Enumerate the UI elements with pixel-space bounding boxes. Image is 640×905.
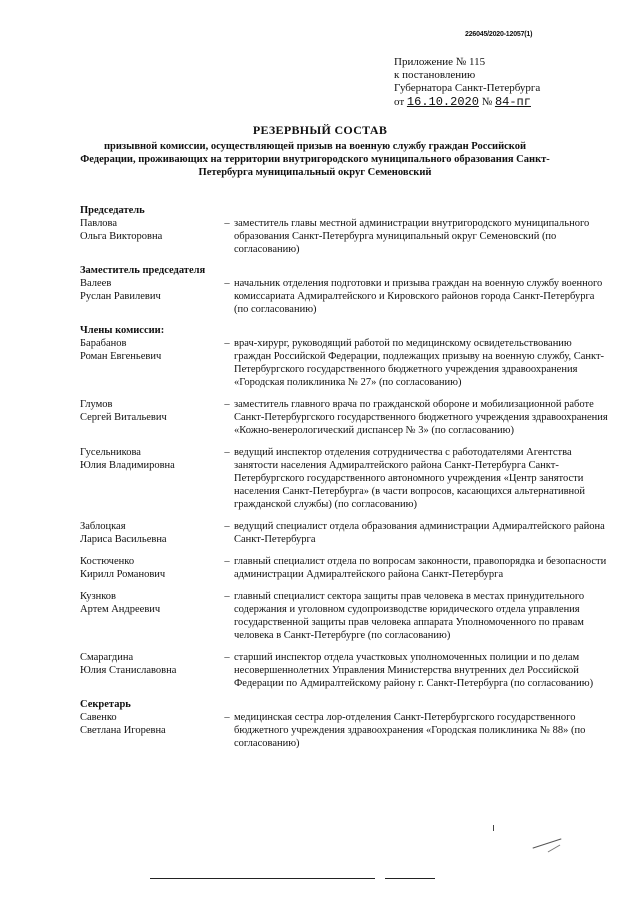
- member-surname: Костюченко: [80, 556, 135, 567]
- appendix-date: 16.10.2020: [406, 95, 479, 109]
- member-entry: [80, 446, 610, 511]
- number-prefix: №: [481, 96, 493, 108]
- appendix-block: [394, 56, 624, 109]
- footer-line-short: [385, 878, 435, 879]
- member-position: ведущий инспектор отделения сотрудничества с работодателями Агентства занятости населения Адмиралтейского района Санкт-Петербурга Санкт-Петербургского государственного автономного учреждения «Центр занятости населения Санкт-Петербурга» (в части вопросов, касающихся альтернативной гражданской службы) (по согласованию): [234, 447, 586, 510]
- scribble-mark: [548, 845, 561, 853]
- member-surname: Барабанов: [80, 338, 127, 349]
- dash-separator: –: [224, 591, 230, 602]
- member-fullname: [80, 217, 220, 256]
- appendix-line-1: Приложение № 115: [394, 56, 486, 68]
- pen-mark: [493, 825, 494, 831]
- member-surname: Павлова: [80, 218, 118, 229]
- member-surname: Кузнков: [80, 591, 117, 602]
- member-name: Светлана Игоревна: [80, 725, 166, 736]
- member-position: медицинская сестра лор-отделения Санкт-Петербургского государственного бюджетного учреждения здравоохранения «Городская поликлиника № 88» (по согласованию): [234, 712, 586, 749]
- member-name: Ольга Викторовна: [80, 231, 163, 242]
- member-fullname: [80, 651, 220, 690]
- dash-separator: –: [224, 712, 230, 723]
- member-position: главный специалист отдела по вопросам законности, правопорядка и безопасности администрации Адмиралтейского района Санкт-Петербурга: [234, 556, 607, 580]
- dash-separator: –: [224, 556, 230, 567]
- member-entry: [80, 398, 610, 437]
- member-name: Артем Андреевич: [80, 604, 161, 615]
- member-entry: [80, 590, 610, 642]
- member-surname: Гусельникова: [80, 447, 141, 458]
- member-position: заместитель главы местной администрации внутригородского муниципального образования Санкт-Петербурга муниципальный округ Семеновский (по согласованию): [234, 218, 590, 255]
- member-name: Сергей Витальевич: [80, 412, 167, 423]
- member-position: ведущий специалист отдела образования администрации Адмиралтейского района Санкт-Петербурга: [234, 521, 605, 545]
- roster-group: [80, 698, 610, 750]
- role-heading: Председатель: [80, 205, 145, 216]
- role-heading: Члены комиссии:: [80, 325, 165, 336]
- member-position: заместитель главного врача по гражданской обороне и мобилизационной работе Санкт-Петербургского государственного бюджетного учреждения здравоохранения «Кожно-венерологический диспансер № 3» (по согласованию): [234, 399, 608, 436]
- roster-group: [80, 204, 610, 256]
- member-entry: [80, 337, 610, 389]
- document-number: 226045/2020-12057(1): [465, 31, 533, 38]
- member-entry: [80, 277, 610, 316]
- member-fullname: [80, 520, 220, 546]
- member-surname: Валеев: [80, 278, 112, 289]
- member-fullname: [80, 555, 220, 581]
- member-entry: [80, 651, 610, 690]
- document-title: РЕЗЕРВНЫЙ СОСТАВ: [252, 123, 388, 137]
- member-fullname: [80, 446, 220, 511]
- dash-separator: –: [224, 447, 230, 458]
- member-fullname: [80, 590, 220, 642]
- roster-group: [80, 324, 610, 690]
- date-prefix: от: [394, 96, 405, 108]
- member-fullname: [80, 277, 220, 316]
- member-name: Кирилл Романович: [80, 569, 166, 580]
- member-position: начальник отделения подготовки и призыва граждан на военную службу военного комиссариата Адмиралтейского и Кировского районов города Санкт-Петербурга (по согласованию): [234, 278, 603, 315]
- member-surname: Заблоцкая: [80, 521, 126, 532]
- member-position: старший инспектор отдела участковых уполномоченных полиции и по делам несовершеннолетних Управления Министерства внутренних дел Российской Федерации по Адмиралтейскому району г. Санкт-Петербурга (по согласованию): [234, 652, 594, 689]
- appendix-number: 84-пг: [494, 95, 531, 109]
- dash-separator: –: [224, 521, 230, 532]
- member-entry: [80, 555, 610, 581]
- dash-separator: –: [224, 218, 230, 229]
- member-entry: [80, 217, 610, 256]
- commission-roster: [80, 204, 610, 758]
- dash-separator: –: [224, 278, 230, 289]
- role-heading: Заместитель председателя: [80, 265, 206, 276]
- appendix-line-3: Губернатора Санкт-Петербурга: [394, 82, 541, 94]
- member-fullname: [80, 398, 220, 437]
- appendix-date-line: [394, 96, 624, 109]
- footer-line: [150, 878, 375, 879]
- member-position: главный специалист сектора защиты прав человека в местах принудительного содержания и уголовном судопроизводстве юридического отдела управления государственной защиты прав человека аппарата Уполномоченного по правам человека в Санкт-Петербурге (по согласованию): [234, 591, 585, 641]
- member-name: Юлия Станиславовна: [80, 665, 177, 676]
- member-name: Роман Евгеньевич: [80, 351, 162, 362]
- member-entry: [80, 711, 610, 750]
- role-heading: Секретарь: [80, 699, 131, 710]
- member-position: врач-хирург, руководящий работой по медицинскому освидетельствованию граждан Российской Федерации, подлежащих призыву на военную службу, Санкт-Петербургского государственного бюджетного учреждения здравоохранения «Городская поликлиника № 27» (по согласованию): [234, 338, 605, 388]
- member-name: Руслан Равилевич: [80, 291, 161, 302]
- dash-separator: –: [224, 338, 230, 349]
- member-surname: Глумов: [80, 399, 113, 410]
- appendix-line-2: к постановлению: [394, 69, 476, 81]
- roster-group: [80, 264, 610, 316]
- member-fullname: [80, 337, 220, 389]
- document-subtitle: призывной комиссии, осуществляющей призыв на военную службу граждан Российской Федерации, проживающих на территории внутригородского муниципального образования Санкт-Петербурга муниципальный округ Семеновский: [80, 141, 550, 178]
- member-name: Лариса Васильевна: [80, 534, 167, 545]
- dash-separator: –: [224, 652, 230, 663]
- member-surname: Смарагдина: [80, 652, 134, 663]
- member-fullname: [80, 711, 220, 750]
- member-name: Юлия Владимировна: [80, 460, 175, 471]
- member-surname: Савенко: [80, 712, 117, 723]
- dash-separator: –: [224, 399, 230, 410]
- member-entry: [80, 520, 610, 546]
